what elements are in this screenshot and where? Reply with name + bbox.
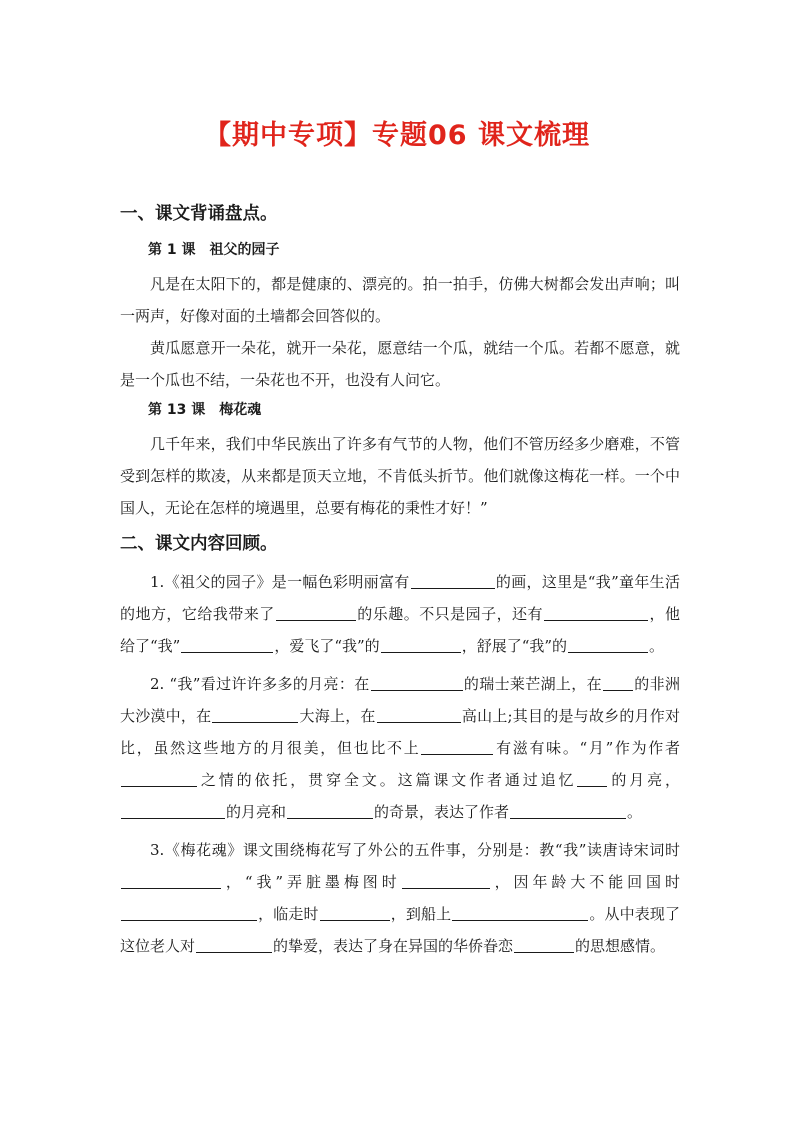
lesson13-label: 第 13 课 梅花魂 <box>148 402 262 418</box>
answer-blank[interactable] <box>568 634 648 653</box>
answer-blank[interactable] <box>577 768 607 787</box>
answer-blank[interactable] <box>411 570 495 589</box>
lesson13-paragraph: 几千年来，我们中华民族出了许多有气节的人物，他们不管历经多少磨难，不管受到怎样的欺凌，从来都是顶天立地，不肯低头折节。他们就像这梅花一样。一个中国人，无论在怎样的境遇里，总要有梅花的秉性才好！” <box>120 435 680 517</box>
answer-blank[interactable] <box>196 934 272 953</box>
answer-blank[interactable] <box>514 934 574 953</box>
answer-blank[interactable] <box>287 800 373 819</box>
page-title: 【期中专项】专题06 课文梳理 <box>204 120 590 151</box>
lesson1-paragraph-2: 黄瓜愿意开一朵花，就开一朵花，愿意结一个瓜，就结一个瓜。若都不愿意，就是一个瓜也不结，一朵花也不开，也没有人问它。 <box>120 339 680 389</box>
question-2: 2. “我”看过许许多多的月亮：在 的瑞士莱芒湖上，在 的非洲大沙漠中，在 大海上，在 高山上;其目的是与故乡的月作对比，虽然这些地方的月很美，但也比不上 有滋有味。“月”作为作者之情的依托，贯穿全文。这篇课文作者通过追忆 的月亮，的月亮和 的奇景，表达了作者 。 <box>120 668 680 828</box>
answer-blank[interactable] <box>452 902 588 921</box>
answer-blank[interactable] <box>121 870 221 889</box>
answer-blank[interactable] <box>402 870 490 889</box>
lesson1-paragraph-1: 凡是在太阳下的，都是健康的、漂亮的。拍一拍手，仿佛大树都会发出声响；叫一两声，好像对面的土墙都会回答似的。 <box>120 275 680 325</box>
section1-heading: 一、课文背诵盘点。 <box>120 204 278 224</box>
answer-blank[interactable] <box>320 902 390 921</box>
answer-blank[interactable] <box>421 736 493 755</box>
answer-blank[interactable] <box>121 800 225 819</box>
question-3: 3.《梅花魂》课文围绕梅花写了外公的五件事，分别是：教“我”读唐诗宋词时，“我”弄脏墨梅图时 ，因年龄大不能回国时，临走时 ，到船上 。从中表现了这位老人对 的挚爱，表达了身在异国的华侨眷恋 的思想感情。 <box>120 841 680 955</box>
answer-blank[interactable] <box>544 602 648 621</box>
document-body <box>120 200 680 962</box>
answer-blank[interactable] <box>371 672 463 691</box>
lesson1-label: 第 1 课 祖父的园子 <box>148 242 280 258</box>
answer-blank[interactable] <box>381 634 461 653</box>
question-1: 1.《祖父的园子》是一幅色彩明丽富有 的画，这里是“我”童年生活的地方，它给我带来了 的乐趣。不只是园子，还有 ，他给了“我” ，爱飞了“我”的 ，舒展了“我”的 。 <box>120 566 680 662</box>
answer-blank[interactable] <box>181 634 273 653</box>
answer-blank[interactable] <box>377 704 461 723</box>
answer-blank[interactable] <box>276 602 356 621</box>
answer-blank[interactable] <box>212 704 298 723</box>
answer-blank[interactable] <box>510 800 626 819</box>
section2-heading: 二、课文内容回顾。 <box>120 534 278 554</box>
answer-blank[interactable] <box>121 902 257 921</box>
answer-blank[interactable] <box>121 768 197 787</box>
answer-blank[interactable] <box>603 672 633 691</box>
